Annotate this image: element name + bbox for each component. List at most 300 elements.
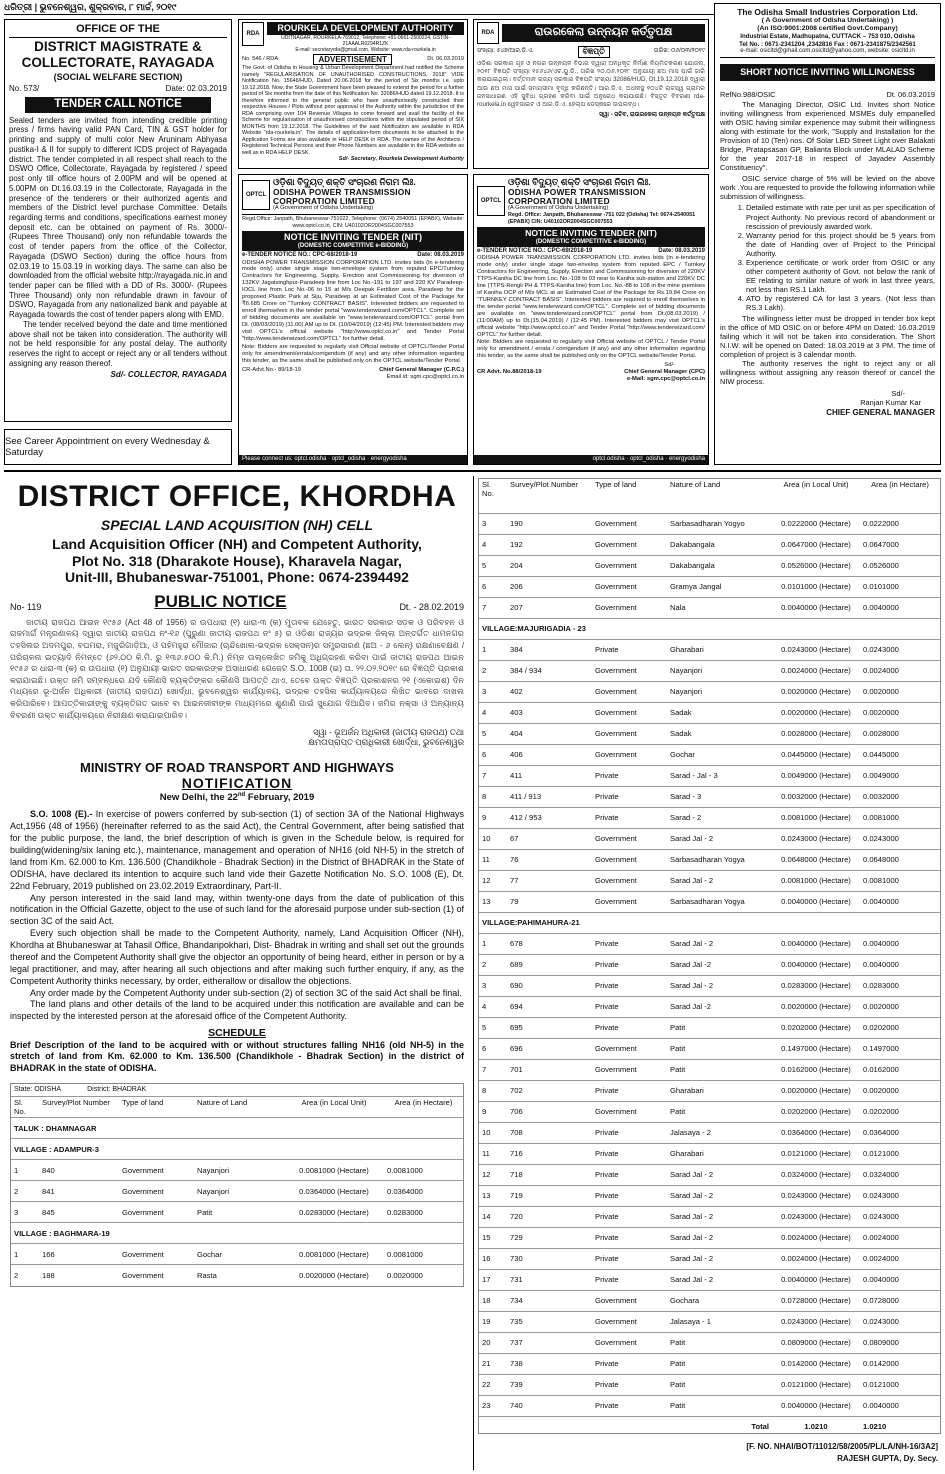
- dateline-pre: New Delhi, the 22: [159, 792, 238, 804]
- table-row: [479, 933, 940, 954]
- cell-area-local: 0.0028000 (Hectare): [772, 723, 860, 744]
- cell-type: Government: [119, 1160, 194, 1181]
- cell-nature: Gochar: [667, 744, 772, 765]
- khordha-public-notice: [4, 476, 470, 1470]
- cell-area-ha: 0.0647000: [860, 534, 940, 555]
- cell-area-ha: 0.0283000: [384, 1202, 463, 1223]
- table-row: [479, 996, 940, 1017]
- tender-call-banner: TENDER CALL NOTICE: [25, 97, 211, 113]
- cell-sl: 6: [479, 1038, 507, 1059]
- cell-area-local: 0.1497000 (Hectare): [772, 1038, 860, 1059]
- cell-area-local: 0.0202000 (Hectare): [772, 1101, 860, 1122]
- osic-requirement: 1. Detailed estimate with rate per unit as per specification of Project Authority. No previous record of abandonment or rescission of previously awarded work.: [746, 203, 935, 230]
- osic-sign3: CHIEF GENERAL MANAGER: [826, 407, 935, 417]
- cell-type: Government: [592, 660, 667, 681]
- cell-nature: Jalasaya - 1: [667, 1311, 772, 1332]
- cell-area-local: 0.0243000 (Hectare): [772, 1206, 860, 1227]
- table-row: [479, 1332, 940, 1353]
- cell-area-ha: 0.0020000: [860, 702, 940, 723]
- table-row: [479, 702, 940, 723]
- village-label: VILLAGE : BAGHMARA-19: [11, 1223, 463, 1244]
- table-row: [479, 1311, 940, 1332]
- village-label: VILLAGE:PAHIMAHURA-21: [479, 912, 940, 933]
- osic-sub2: (An ISO:9001:2008 certified Govt.Company): [757, 25, 898, 33]
- cell-nature: Nayanjori: [667, 660, 772, 681]
- cell-survey: 716: [507, 1143, 592, 1164]
- cell-survey: 406: [507, 744, 592, 765]
- rda-logo: RDA: [242, 22, 264, 46]
- cell-area-ha: 0.0081000: [384, 1244, 463, 1265]
- cell-area-local: 0.0283000 (Hectare): [284, 1202, 384, 1223]
- cell-survey: 77: [507, 870, 592, 891]
- table-row: [479, 954, 940, 975]
- cell-nature: Sarbasadharan Yogyo: [667, 513, 772, 534]
- khordha-no: No- 119: [10, 601, 42, 612]
- table-row: [479, 1395, 940, 1416]
- osic-body3: The willingness letter must be dropped in tender box kept in the office of MD OSIC on or before 4PM on Dated: 16.03.2019 failing which it will not be taken into consideration. The Short N.I.W. will be opened on Dated: 18.03.2019 at 3 PM. The time of completion of project is 3 calendar month.: [720, 313, 935, 359]
- rayagada-signature: Sd/- COLLECTOR, RAYAGADA: [110, 370, 227, 380]
- cell-sl: 18: [479, 1290, 507, 1311]
- cell-nature: Patit: [667, 1332, 772, 1353]
- cell-nature: Dakabangala: [667, 555, 772, 576]
- cell-area-ha: 0.0081000: [860, 807, 940, 828]
- cell-survey: 740: [507, 1395, 592, 1416]
- land-table-right: [479, 479, 940, 1434]
- osic-notice: [714, 3, 941, 465]
- cell-nature: Nala: [667, 597, 772, 618]
- col-area-local: Area (in Local Unit): [783, 480, 849, 489]
- cell-area-local: 0.0020000 (Hectare): [772, 1080, 860, 1101]
- cell-area-local: 0.0121000 (Hectare): [772, 1374, 860, 1395]
- notification-para1: [10, 809, 464, 892]
- cell-survey: 166: [39, 1244, 119, 1265]
- cell-type: Private: [592, 1122, 667, 1143]
- cell-area-ha: 0.0283000: [860, 975, 940, 996]
- cell-type: Government: [592, 1332, 667, 1353]
- cell-nature: Rasta: [194, 1265, 284, 1286]
- cell-type: Government: [592, 891, 667, 912]
- optcl-logo: OPTCL: [242, 180, 270, 210]
- rda-body: The Govt. of Odisha in Housing & Urban Development Department had notified the Scheme namely "REGULARISATION OF UNAUTHORISED CONSTRUCTIONS, 2018" VIDE Notification No. 15646/HUD, Dated 20.06.2018 for the period of Six months i.e. upto 19.12.2018. Now, the State Government have been pleased to extend the period for a further period of Six months from the date of this Notification No. 32086/HUD dated 19.12.2018. It is therefore informed to the general public who have unauthorisedly constructed their respective Houses / Plots without prior approval of the Authority within the jurisdiction of the RDA comprising over 104 Revenue Villages to come forward and avail the facility of the Scheme for regularisation of unauthorised constructions within the stipulated period of SIX MONTHS from 19.12.2018. The Guidelines of the said Notification are available in RDA Website "rda-rourkela.in". The details of application-form documents to be attached to the Application Forms are also available in HELP DESK in RDA. The names of the Architects / Registered Technical Persons and their Phone Numbers are available in the RDA website as well as in RDA HELP DESK.: [242, 65, 464, 156]
- table-row: [479, 1080, 940, 1101]
- optcl2-email: e-Mail: sgm.cpc@optcl.co.in: [626, 376, 705, 383]
- cell-type: Private: [592, 1080, 667, 1101]
- cell-sl: 11: [479, 849, 507, 870]
- cell-area-local: 0.0040000 (Hectare): [772, 933, 860, 954]
- cell-nature: Patit: [667, 1059, 772, 1080]
- rayagada-title4: (SOCIAL WELFARE SECTION): [53, 71, 183, 82]
- cell-area-local: 0.0081000 (Hectare): [772, 870, 860, 891]
- cell-sl: 8: [479, 1080, 507, 1101]
- cell-area-ha: 0.0364000: [384, 1181, 463, 1202]
- cell-area-ha: 0.0040000: [860, 933, 940, 954]
- cell-area-ha: 0.0243000: [860, 639, 940, 660]
- cell-survey: 845: [39, 1202, 119, 1223]
- cell-area-local: 0.0324000 (Hectare): [772, 1164, 860, 1185]
- col-nature: Nature of Land: [670, 480, 721, 489]
- cell-area-ha: 0.0081000: [860, 870, 940, 891]
- table-row: [479, 1269, 940, 1290]
- table-row: [479, 576, 940, 597]
- cell-type: Private: [592, 1164, 667, 1185]
- cell-survey: 204: [507, 555, 592, 576]
- cell-survey: 696: [507, 1038, 592, 1059]
- cell-area-ha: 0.0020000: [860, 1080, 940, 1101]
- cell-area-local: 0.0024000 (Hectare): [772, 1227, 860, 1248]
- osic-sub1: ( A Government of Odisha Undertaking) ): [761, 17, 894, 25]
- rayagada-notice: [4, 19, 232, 422]
- table-row: [479, 1227, 940, 1248]
- optcl1-sign: Chief General Manager (C.P.C.): [379, 366, 464, 373]
- osic-requirement: 3. Experience certificate or work order from OSIC or any other competent authority of Govt. not below the rank of EE relating to similar nature of work in last three years, not less than RS.1 Lakh.: [746, 258, 935, 294]
- rayagada-title2: DISTRICT MAGISTRATE &: [34, 39, 202, 55]
- rayagada-ref-line: [9, 84, 227, 94]
- cell-nature: Gramya Jangal: [667, 576, 772, 597]
- col-area-local: Area (in Local Unit): [301, 1098, 367, 1108]
- cell-sl: 7: [479, 597, 507, 618]
- rda-adv-label: ADVERTISEMENT: [313, 54, 391, 66]
- cell-area-local: 0.0040000 (Hectare): [772, 891, 860, 912]
- cell-survey: 404: [507, 723, 592, 744]
- notification-dateline: [10, 792, 464, 804]
- cell-area-ha: 0.0202000: [860, 1017, 940, 1038]
- cell-sl: 11: [479, 1143, 507, 1164]
- osic-ref: RefNo.988/OSIC: [720, 90, 776, 100]
- rda-advertisement: [238, 19, 468, 169]
- table-row: [479, 1185, 940, 1206]
- optcl1-notice-no: e-TENDER NOTICE NO.: CPC-68/2018-19: [242, 252, 358, 259]
- table-row: [479, 1206, 940, 1227]
- notification-para4: Any order made by the Competent Authority under sub-section (2) of section 3C of the said Act shall be final.: [30, 987, 462, 998]
- optcl-logo: OPTCL: [477, 186, 505, 216]
- cell-type: Private: [592, 975, 667, 996]
- cell-nature: Sarad Jal - 2: [667, 933, 772, 954]
- cell-area-ha: 0.0648000: [860, 849, 940, 870]
- career-banner: [4, 429, 232, 465]
- khordha-public-notice-title: PUBLIC NOTICE: [154, 592, 287, 612]
- optcl2-body: ODISHA POWER TRANSMISSION CORPORATION LTD. invites bids (in e-tendering mode only) under single stage two-envelop system from reputed EPC / Turnkey Contractors for Engineering, Supply, Erection and Commissioning for diversion of 220KV TTPS-Kaniha DC line from Loc. No.-108 to 03 near to Kaniha sub-station and 220KV DC line (TTPS-Rengli PH & TTPS-Kaniha line) from Loc. No.-88 to 108 in the mine premises of Kaniha OCP of M/s MCL at an Estimated Cost of the Package for Rs.19.84 Crore on "TURNKEY CONTRACT BASIS". Interested bidders are required to enroll themselves in the tender portal "www.tenderwizard.com/OPTCL". Complete set of bidding documents are available on "www.tenderwizard.com/OPTCL" portal from Dt.(08.03.2019) / (11:00AM) up to Dt.(15.04.2019) / (12:45 PM). Interested bidders may visit OPTCL's official website "http://www.optcl.co.in" and Tender Portal "http://www.tenderwizard.com/ OPTCL" for further detail.: [477, 255, 705, 338]
- table-row: [479, 1374, 940, 1395]
- table-row: [11, 1160, 463, 1181]
- osic-requirement: 4. ATO by registered CA for last 3 years. (Not less than RS.3 Lakh).: [746, 294, 935, 312]
- cell-area-ha: 0.0020000: [860, 996, 940, 1017]
- cell-sl: 15: [479, 1227, 507, 1248]
- optcl-tender-68: [238, 174, 468, 465]
- cell-area-local: 0.0101000 (Hectare): [772, 576, 860, 597]
- cell-area-local: 0.0020000 (Hectare): [284, 1265, 384, 1286]
- cell-area-local: 0.0024000 (Hectare): [772, 660, 860, 681]
- cell-type: Private: [592, 765, 667, 786]
- table-row: [479, 1143, 940, 1164]
- cell-survey: 719: [507, 1185, 592, 1206]
- optcl2-sign: Chief General Manager (CPC): [624, 369, 705, 376]
- table-row: [479, 870, 940, 891]
- cell-area-local: 0.0809000 (Hectare): [772, 1332, 860, 1353]
- cell-area-ha: 0.0040000: [860, 597, 940, 618]
- table-row: [479, 1038, 940, 1059]
- cell-nature: Sarad Jal - 2: [667, 1185, 772, 1206]
- rda-email: E-mail: secretaryrda@gmail.com, Website: www.rda-rourkela.in: [295, 46, 436, 53]
- cell-area-local: 0.0445000 (Hectare): [772, 744, 860, 765]
- cell-sl: 12: [479, 870, 507, 891]
- cell-type: Private: [592, 807, 667, 828]
- cell-area-ha: 0.0020000: [384, 1265, 463, 1286]
- cell-survey: 402: [507, 681, 592, 702]
- cell-nature: Sarad - 2: [667, 807, 772, 828]
- khordha-odia-sign2: କ୍ଷମତାପ୍ରାପ୍ତ ପ୍ରାଧିକାରୀ ଖୋର୍ଦ୍ଧା, ଭୁବନେଶ୍ୱର: [308, 737, 464, 748]
- cell-area-local: 0.0647000 (Hectare): [772, 534, 860, 555]
- table-row: [479, 723, 940, 744]
- rows-majurigadia: [479, 639, 940, 912]
- table-row: [479, 975, 940, 996]
- cell-survey: 720: [507, 1206, 592, 1227]
- optcl2-nit2: (DOMESTIC COMPETITIVE e-BIDDING): [477, 239, 705, 247]
- cell-area-ha: 0.0809000: [860, 1332, 940, 1353]
- cell-survey: 706: [507, 1101, 592, 1122]
- khordha-title: DISTRICT OFFICE, KHORDHA: [17, 480, 457, 513]
- table-row: [479, 807, 940, 828]
- cell-type: Government: [119, 1244, 194, 1265]
- cell-sl: 19: [479, 1311, 507, 1332]
- cell-type: Government: [119, 1181, 194, 1202]
- cell-type: Private: [592, 996, 667, 1017]
- cell-type: Private: [592, 1374, 667, 1395]
- khordha-odia-body: ଜାତୀୟ ରାଜପଥ ଆଇନ ୧୯୫୬ (Act 48 of 1956) ର ଉପଧାରା (୧) ଧାରା-୩ (କ) ମୁତାବକ ଯେହେତୁ, ଭାରତ ସରକାର ସଡ଼କ ଓ ପରିବହନ ଓ ରାଜମାର୍ଗ ମନ୍ତ୍ରଣାଳୟ ଦ୍ୱାରା ଜାତୀୟ ରାଜପଥ ନଂ-୧୬ (ପୁରୁଣା ଜାତୀୟ ରାଜପଥ ନଂ ୫) ର ଓଡ଼ିଶା ରାଜ୍ୟର ଭଦ୍ରକ ଜିଲ୍ଲା ଅନ୍ତର୍ଗତ ଧାମନଗର ତହସିଲର ଅଦମପୁର, ବଘମରା, ମଜୁରିଗାଡ଼ିଆ, ଓ ପହିମହୁରା ମୌଜାର (ଚାନ୍ଦିଖୋଲ-ଭଦ୍ରକ ସେକ୍ସନ)ର ସମ୍ପ୍ରସାରଣ (ଛଅ - ୬ ଲେନ୍) ରକ୍ଷଣାବେକ୍ଷଣ / ପରିଚାଳନା ଇତ୍ୟାଦି ନିମନ୍ତେ (୬୨.୦୦ କି.ମି. ରୁ ୧୩୬.୫୦୦ କି.ମି.) ନିମ୍ନ ଉଲ୍ଲେଖିତ ଜମିକୁ ଅଧିଗ୍ରହଣ କରିବା ପାଇଁ ଜାତୀୟ ରାଜପଥ ଆଇନ ୧୯୫୬ ର ଧାରା-୩ (କ) ର ଉପଧାରା (୧) ଅନୁଯାୟୀ ଭାରତ ସରକାରଙ୍କ ଅସାଧାରଣ ଗେଜେଟ S.O. 1008 (ଇ) ତା. ୨୨.୦୨.୨୦୧୯ ରେ ବିଜ୍ଞପ୍ତି ପ୍ରକାଶ କରାଯାଇଛି। ଉକ୍ତ ଜମି ସମ୍ବନ୍ଧରେ ଯଦି କୌଣସି ବ୍ୟକ୍ତିଙ୍କର କୌଣସି ଆପତ୍ତି ଥାଏ, ତେବେ ଉକ୍ତ ବିଜ୍ଞପ୍ତି ପ୍ରକାଶନର ୨୧ (ଏକୋଇଶ) ଦିନ ମଧ୍ୟରେ ଭୂ-ଅର୍ଜନ ଅଧିକାରୀ (ଜାତୀୟ ରାଜପଥ) ଖୋର୍ଦ୍ଧା, ଭୁବନେଶ୍ୱର କାର୍ଯ୍ୟାଳୟ, ଭଦ୍ରକ ତହସିଲ କାର୍ଯ୍ୟାଳୟରେ ଲିଖିତ ଭାବରେ ଦାଖଲ କରିପାରିବେ। ଆପତ୍ତିକାରୀଙ୍କୁ ବ୍ୟକ୍ତିଗତ ଭାବେ ବା ଆଇନଜୀବୀଙ୍କ ମାଧ୍ୟମରେ ଶୁଣାଣି ପାଇଁ ସୁଯୋଗ ଦିଆଯିବ। ଜମିର ନକ୍ସା ଓ ଅନ୍ୟାନ୍ୟ ବିବରଣୀ ଉକ୍ତ କାର୍ଯ୍ୟାଳୟରେ ନିରୀକ୍ଷଣ କରାଯାଇପାରିବ।: [10, 617, 464, 720]
- col-sl: Sl. No.: [482, 480, 494, 499]
- cell-area-ha: 0.0040000: [860, 1269, 940, 1290]
- cell-area-ha: 0.0243000: [860, 1206, 940, 1227]
- table-header: [11, 1097, 463, 1118]
- table-row: [479, 849, 940, 870]
- cell-sl: 4: [479, 996, 507, 1017]
- osic-sign2: Ranjan Kumar Kar: [860, 397, 921, 407]
- cell-survey: 384 / 934: [507, 660, 592, 681]
- cell-survey: 192: [507, 534, 592, 555]
- cell-survey: 411 / 913: [507, 786, 592, 807]
- cell-area-ha: 0.0024000: [860, 660, 940, 681]
- cell-nature: Sarbasadharan Yogya: [667, 849, 772, 870]
- cell-nature: Sarad - 3: [667, 786, 772, 807]
- cell-survey: 76: [507, 849, 592, 870]
- cell-area-local: 0.0142000 (Hectare): [772, 1353, 860, 1374]
- cell-nature: Gharabari: [667, 1143, 772, 1164]
- cell-nature: Patit: [667, 1017, 772, 1038]
- cell-nature: Sarad Jal - 2: [667, 975, 772, 996]
- cell-nature: Patit: [667, 1038, 772, 1059]
- cell-survey: 412 / 953: [507, 807, 592, 828]
- cell-type: Private: [592, 1206, 667, 1227]
- cell-type: Government: [592, 555, 667, 576]
- cell-type: Government: [592, 723, 667, 744]
- table-row: [479, 1353, 940, 1374]
- osic-sign1: Sd/-: [891, 389, 905, 399]
- cell-sl: 5: [479, 1017, 507, 1038]
- optcl2-adv-no: CR Advt. No.88/2018-19: [477, 369, 542, 376]
- cell-type: Government: [592, 849, 667, 870]
- cell-survey: 734: [507, 1290, 592, 1311]
- cell-nature: Sarad Jal - 2: [667, 1227, 772, 1248]
- schedule-title: SCHEDULE: [208, 1027, 266, 1040]
- optcl1-nit: NOTICE INVITING TENDER (NIT): [242, 231, 464, 243]
- optcl1-email: Email id: sgm.cpc@optcl.co.in: [386, 373, 464, 380]
- table-row: [11, 1244, 463, 1265]
- optcl2-social-footer: optcl.odisha · optcl_odisha · energyodisha: [474, 455, 708, 464]
- cell-survey: 841: [39, 1181, 119, 1202]
- cell-survey: 207: [507, 597, 592, 618]
- schedule-table-right: [478, 478, 941, 1434]
- cell-nature: Sarad Jal - 2: [667, 1164, 772, 1185]
- cell-type: Government: [592, 702, 667, 723]
- cell-area-ha: 0.0032000: [860, 786, 940, 807]
- cell-area-ha: 0.0243000: [860, 1185, 940, 1206]
- cell-area-ha: 0.0081000: [384, 1160, 463, 1181]
- rayagada-body: Sealed tenders are invited from intending credible printing press / firms having valid PAN Card, TIN & GST holder for printing and supply of multi color New Aruninam Abhyasa pustika-I & II for supply to different ICDS project of Rayagada district. The tender completed in all respect shall reach to the DSWO Office, Collectorate, Rayagada by registered / speed post only till office hours of 2.00PM and will be opened at 5.00PM on Dt.16.03.19 in the Collectorate, Rayagada in the presence of the tenderers or their authorized agents and members of the District level purchase Committee. Details regarding terms and conditions, specifications earnest money deposit etc. can be obtained on payment of Rs. 3000/- (Rupees Three Thousand) only non refundable towards the cost of tender papers from the office of the Collector, Rayagada (DSWO Section) during the office hours from 02.03.19 to 15.03.19 in working days. The same can also be downloaded from the official website http://rayagada.nic.in and tender paper can be filled with a DD of Rs. 3000/- (Rupees Three Thousand) only non refundable drawn in favour of DSWO, Rayagada from any nationalized bank and payable at Rayagada towards the cost of tender papers along with EMD.: [9, 115, 227, 320]
- cell-area-ha: 0.0121000: [860, 1374, 940, 1395]
- cell-nature: Sarad Jal - 2: [667, 1206, 772, 1227]
- cell-type: Government: [592, 870, 667, 891]
- cell-area-local: 0.0081000 (Hectare): [284, 1244, 384, 1265]
- table-row: [479, 639, 940, 660]
- cell-nature: Patit: [667, 1353, 772, 1374]
- cell-survey: 411: [507, 765, 592, 786]
- col-area-ha: Area (in Hectare): [871, 480, 929, 489]
- cell-area-local: 0.0243000 (Hectare): [772, 828, 860, 849]
- cell-area-local: 0.0222000 (Hectare): [772, 513, 860, 534]
- cell-type: Government: [592, 1290, 667, 1311]
- optcl2-address: Regd. Office: Janpath, Bhubaneswar -751 022 (Odisha) Tel: 0674-2540051 (EPABX) CIN: U40102OR2004SGC007553: [508, 212, 696, 225]
- cell-area-local: 0.0243000 (Hectare): [772, 639, 860, 660]
- total-row: [479, 1416, 940, 1434]
- cell-sl: 3: [479, 975, 507, 996]
- cell-type: Government: [119, 1202, 194, 1223]
- schedule-table-left: [10, 1083, 464, 1287]
- cell-sl: 14: [479, 1206, 507, 1227]
- cell-survey: 384: [507, 639, 592, 660]
- cell-sl: 13: [479, 891, 507, 912]
- rows-baghmara-cont: [479, 513, 940, 618]
- cell-nature: Nayanjori: [194, 1160, 284, 1181]
- cell-survey: 206: [507, 576, 592, 597]
- cell-area-local: 0.0243000 (Hectare): [772, 1185, 860, 1206]
- cell-survey: 701: [507, 1059, 592, 1080]
- dateline-sup: nd: [237, 791, 246, 798]
- cell-sl: 4: [479, 702, 507, 723]
- table-row: [479, 786, 940, 807]
- cell-sl: 5: [479, 555, 507, 576]
- cell-sl: 7: [479, 765, 507, 786]
- optcl1-adv-no: CR-Advt.No.- 89/18-19: [242, 366, 301, 373]
- cell-sl: 1: [479, 639, 507, 660]
- cell-area-ha: 0.0101000: [860, 576, 940, 597]
- cell-survey: 840: [39, 1160, 119, 1181]
- cell-type: Private: [592, 933, 667, 954]
- cell-type: Government: [592, 1101, 667, 1122]
- rayagada-title1: OFFICE OF THE: [9, 23, 227, 38]
- village-label: VILLAGE : ADAMPUR-3: [11, 1139, 463, 1160]
- rda-odia-no: ସଂଖ୍ୟା: ୫୪୭/ଆର.ଡି.ଏ.: [477, 48, 534, 55]
- notification-para5: The land plans and other details of the land to be acquired under this notification are available and can be inspected by the interested person at the aforesaid office of the Competent Authority.: [10, 999, 464, 1022]
- cell-survey: 67: [507, 828, 592, 849]
- cell-nature: Patit: [667, 1395, 772, 1416]
- optcl2-notice-no: e-TENDER NOTICE NO.: CPC-69/2018-19: [477, 247, 593, 254]
- cell-nature: Patit: [667, 1374, 772, 1395]
- cell-survey: 695: [507, 1017, 592, 1038]
- cell-survey: 739: [507, 1374, 592, 1395]
- khordha-cell: SPECIAL LAND ACQUISITION (NH) CELL: [100, 517, 374, 533]
- cell-area-ha: 0.0020000: [860, 681, 940, 702]
- cell-type: Government: [592, 828, 667, 849]
- table-row: [479, 1290, 940, 1311]
- table-row: [479, 891, 940, 912]
- cell-sl: 22: [479, 1374, 507, 1395]
- cell-area-ha: 0.0324000: [860, 1164, 940, 1185]
- rayagada-no: No. 573/: [9, 84, 40, 94]
- optcl2-title: ODISHA POWER TRANSMISSION CORPORATION LIMITED: [508, 186, 646, 206]
- cell-area-ha: 0.0024000: [860, 1227, 940, 1248]
- khordha-addr-3: Unit-III, Bhubaneswar-751001, Phone: 0674-2394492: [65, 569, 409, 586]
- table-row: [479, 1101, 940, 1122]
- column-divider: [473, 476, 474, 1470]
- cell-area-ha: 0.1497000: [860, 1038, 940, 1059]
- cell-area-local: 0.0202000 (Hectare): [772, 1017, 860, 1038]
- cell-area-ha: 0.0028000: [860, 723, 940, 744]
- cell-sl: 6: [479, 744, 507, 765]
- table-row: [11, 1181, 463, 1202]
- cell-area-ha: 0.0040000: [860, 891, 940, 912]
- rows-pahimahura: [479, 933, 940, 1416]
- cell-survey: 689: [507, 954, 592, 975]
- cell-area-local: 0.0364000 (Hectare): [284, 1181, 384, 1202]
- cell-nature: Patit: [667, 1101, 772, 1122]
- cell-survey: 738: [507, 1353, 592, 1374]
- cell-type: Government: [592, 513, 667, 534]
- rda-odia-date: ତାରିଖ: ୦୬/୦୩/୨୦୧୯: [653, 48, 705, 55]
- cell-sl: 16: [479, 1248, 507, 1269]
- cell-nature: Gharabari: [667, 1080, 772, 1101]
- cell-type: Private: [592, 1143, 667, 1164]
- cell-area-local: 0.0024000 (Hectare): [772, 1248, 860, 1269]
- optcl2-sign1: Sd/-: [664, 362, 675, 369]
- cell-nature: Sadak: [667, 723, 772, 744]
- cell-nature: Sarbasadharan Yogya: [667, 891, 772, 912]
- cell-nature: Patit: [194, 1202, 284, 1223]
- cell-survey: 737: [507, 1332, 592, 1353]
- cell-survey: 190: [507, 513, 592, 534]
- rda-title: ROURKELA DEVELOPMENT AUTHORITY: [267, 22, 464, 35]
- cell-area-ha: 0.0024000: [860, 1248, 940, 1269]
- cell-sl: 2: [479, 954, 507, 975]
- optcl2-date: Date: 08.03.2019: [658, 247, 705, 254]
- cell-area-ha: 0.0222000: [860, 513, 940, 534]
- cell-area-local: 0.0040000 (Hectare): [772, 1269, 860, 1290]
- cell-sl: 3: [479, 681, 507, 702]
- cell-type: Government: [592, 1038, 667, 1059]
- optcl2-note: Note: Bidders are requested to regularly visit Official website of OPTCL / Tender Portal only for amendment / errata / corrigendum (if any) and any other information regarding this tender, as the same shall be published only on the OPTCL website/Tender Portal.: [477, 339, 705, 360]
- table-row: [479, 555, 940, 576]
- cell-nature: Nayanjori: [194, 1181, 284, 1202]
- osic-body2: OSIC service charge of 5% will be levied on the above work .You are requested to provide the following information while submission of willingness.: [720, 174, 935, 202]
- col-sl: Sl. No.: [14, 1098, 26, 1117]
- optcl2-odia-name: ଓଡ଼ିଶା ବିଦ୍ୟୁତ୍ ଶକ୍ତି ସଂଚାରଣ ନିଗମ ଲିଃ.: [508, 177, 651, 187]
- rda-odia-signature: ସ୍ୱା - ସଚିବ, ରାଉରକେଲା ଉନ୍ନୟନ କର୍ତ୍ତୃପକ୍ଷ: [599, 111, 705, 118]
- cell-survey: 188: [39, 1265, 119, 1286]
- file-number: [F. NO. NHAI/BOT/11012/58/2005/PL/LA/NH-16/3A2]: [746, 1442, 938, 1451]
- cell-type: Government: [592, 681, 667, 702]
- cell-survey: 702: [507, 1080, 592, 1101]
- cell-type: Government: [592, 1311, 667, 1332]
- col-survey: Survey/Plot Number: [510, 480, 578, 489]
- cell-area-local: 0.0020000 (Hectare): [772, 996, 860, 1017]
